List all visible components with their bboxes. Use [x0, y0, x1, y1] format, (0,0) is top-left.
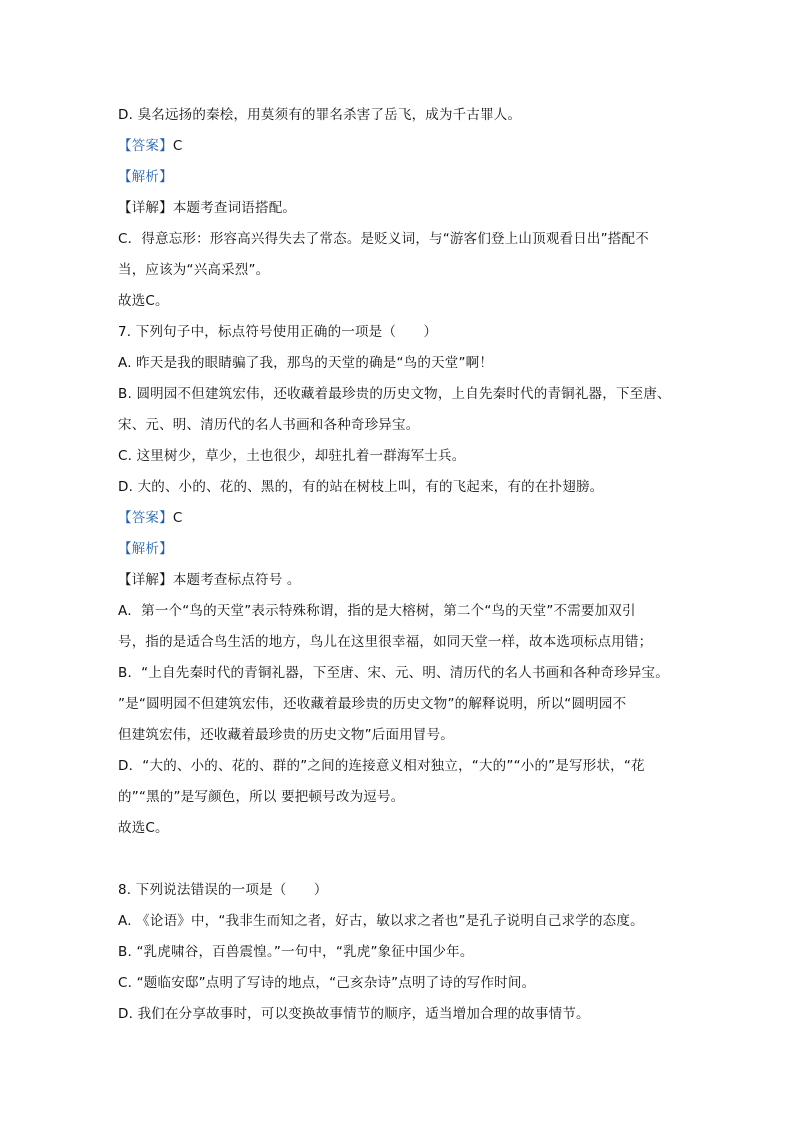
q7-explain-line: 号，指的是适合鸟生活的地方，鸟儿在这里很幸福，如同天堂一样，故本选项标点用错；	[118, 634, 653, 650]
detail-label: 【详解】	[118, 572, 173, 588]
q6-explain-line: C．得意忘形：形容高兴得失去了常态。是贬义词，与“游客们登上山顶观看日出”搭配不	[118, 231, 649, 247]
detail-label: 【详解】	[118, 200, 173, 216]
q7-explain-line: B．“上自先秦时代的青铜礼器，下至唐、宋、元、明、清历代的名人书画和各种奇珍异宝。	[118, 665, 669, 681]
q7-detail	[118, 565, 683, 596]
answer-value: C	[172, 138, 183, 154]
q7-analysis	[118, 534, 683, 565]
q8-stem: 8. 下列说法错误的一项是（ ）	[118, 882, 328, 898]
q7-explain-line: D．“大的、小的、花的、群的”之间的连接意义相对独立，“大的”“小的”是写形状，“花	[118, 758, 645, 774]
answer-value: C	[172, 510, 183, 526]
q6-option-d: D. 臭名远扬的秦桧，用莫须有的罪名杀害了岳飞，成为千古罪人。	[118, 107, 522, 123]
q7-option-b: B. 圆明园不但建筑宏伟，还收藏着最珍贵的历史文物，上自先秦时代的青铜礼器，下至唐、	[118, 386, 671, 402]
detail-text: 本题考查词语搭配。	[172, 200, 297, 216]
q7-option-b-cont: 宋、元、明、清历代的名人书画和各种奇珍异宝。	[118, 417, 420, 433]
q7-option-a: A. 昨天是我的眼睛骗了我，那鸟的天堂的确是“鸟的天堂”啊！	[118, 355, 494, 371]
q7-option-c: C. 这里树少，草少，土也很少，却驻扎着一群海军士兵。	[118, 448, 466, 464]
q7-explain-line: A．第一个“鸟的天堂”表示特殊称谓，指的是大榕树，第二个“鸟的天堂”不需要加双引	[118, 603, 636, 619]
q7-stem: 7. 下列句子中，标点符号使用正确的一项是（ ）	[118, 324, 438, 340]
q7-answer	[118, 503, 683, 534]
q6-detail	[118, 193, 683, 224]
answer-label: 【答案】	[118, 138, 173, 154]
q8-option-c: C. “题临安邸”点明了写诗的地点，“己亥杂诗”点明了诗的写作时间。	[118, 975, 536, 991]
q8-option-b: B. “乳虎啸谷，百兽震惶。”一句中，“乳虎”象征中国少年。	[118, 944, 474, 960]
analysis-label: 【解析】	[118, 169, 173, 185]
q7-explain-line: 的”“黑的”是写颜色，所以 要把顿号改为逗号。	[118, 789, 405, 805]
blank-line	[118, 844, 683, 875]
q6-explain-line: 当，应该为“兴高采烈”。	[118, 262, 270, 278]
q7-conclusion: 故选C。	[118, 820, 169, 836]
answer-label: 【答案】	[118, 510, 173, 526]
document-page	[118, 100, 683, 1030]
q7-explain-line: 但建筑宏伟，还收藏着最珍贵的历史文物”后面用冒号。	[118, 727, 454, 743]
q8-option-a: A. 《论语》中，“我非生而知之者，好古，敏以求之者也”是孔子说明自己求学的态度。	[118, 913, 644, 929]
q6-conclusion: 故选C。	[118, 293, 169, 309]
q7-option-d: D. 大的、小的、花的、黑的，有的站在树枝上叫，有的飞起来，有的在扑翅膀。	[118, 479, 604, 495]
q7-explain-line: ”是“圆明园不但建筑宏伟，还收藏着最珍贵的历史文物”的解释说明，所以“圆明园不	[118, 696, 627, 712]
q8-option-d: D. 我们在分享故事时，可以变换故事情节的顺序，适当增加合理的故事情节。	[118, 1006, 590, 1022]
q6-answer	[118, 131, 683, 162]
q6-analysis	[118, 162, 683, 193]
detail-text: 本题考查标点符号 。	[172, 572, 301, 588]
analysis-label: 【解析】	[118, 541, 173, 557]
